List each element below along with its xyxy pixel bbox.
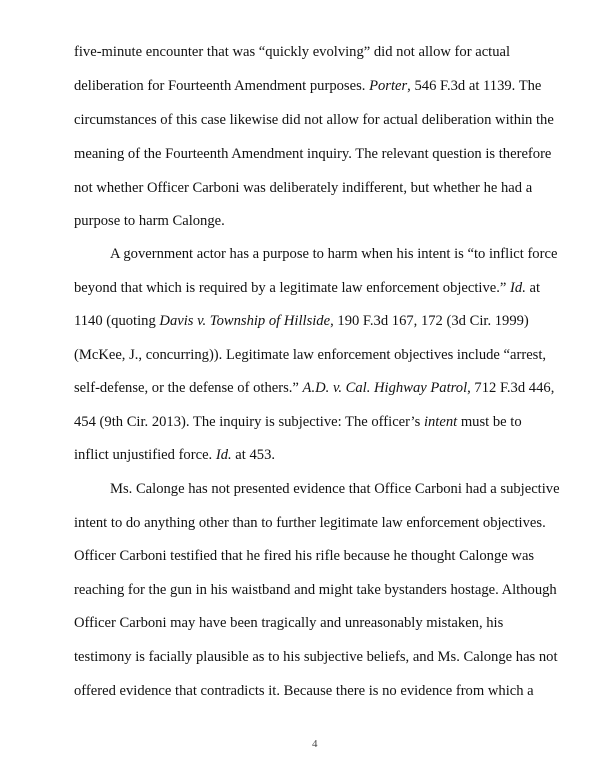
text-run: meaning of the Fourteenth Amendment inquiry. The relevant question is therefore [74,146,552,162]
italic-citation: intent [423,414,458,430]
text-run: , 712 F.3d 446, [467,380,555,396]
italic-citation: Id. [510,280,526,296]
text-run: five-minute encounter that was “quickly evolving” did not allow for actual [74,44,511,60]
text-run: must be to [457,414,522,430]
text-run: (McKee, J., concurring)). Legitimate law enforcement objectives include “arrest, [74,347,547,363]
italic-citation: A.D. v. Cal. Highway Patrol [302,380,468,396]
text-run: 1140 (quoting [74,313,160,329]
text-run: deliberation for Fourteenth Amendment purposes. [74,78,370,94]
text-run: , 546 F.3d at 1139. The [407,78,542,94]
text-line [74,112,554,128]
text-line [74,313,529,329]
text-run: not whether Officer Carboni was deliberately indifferent, but whether he had a [74,180,533,196]
text-run: testimony is facially plausible as to his subjective beliefs, and Ms. Calonge has not [74,649,558,665]
text-line [74,683,534,699]
text-run: Ms. Calonge has not presented evidence that Office Carboni had a subjective [110,481,560,497]
text-line [74,414,522,430]
text-line [74,515,546,531]
text-line [74,447,275,463]
text-line [74,615,503,631]
text-line [74,649,558,665]
text-line [74,213,225,229]
text-run: intent to do anything other than to further legitimate law enforcement objectives. [74,515,546,531]
text-line [74,146,551,162]
text-line [74,347,546,363]
text-line [74,280,540,296]
text-run: , 190 F.3d 167, 172 (3d Cir. 1999) [330,313,529,329]
text-run: at 453. [231,447,276,463]
text-line [74,44,510,60]
text-run: inflict unjustified force. [74,447,216,463]
text-run: at [525,280,541,296]
text-line [110,481,560,497]
text-line [74,380,554,396]
italic-citation: Porter [369,78,408,94]
text-run: Officer Carboni may have been tragically and unreasonably mistaken, his [74,615,504,631]
text-run: A government actor has a purpose to harm when his intent is “to inflict force [110,246,558,262]
text-run: 454 (9th Cir. 2013). The inquiry is subjective: The officer’s [74,414,424,430]
text-run: purpose to harm Calonge. [74,213,225,229]
text-run: offered evidence that contradicts it. Because there is no evidence from which a [74,683,534,699]
text-line [74,78,541,94]
text-run: circumstances of this case likewise did not allow for actual deliberation within the [74,112,554,128]
text-run: reaching for the gun in his waistband and might take bystanders hostage. Although [74,582,557,598]
text-line [74,548,534,564]
text-line [110,246,557,262]
text-line [74,582,557,598]
text-run: self-defense, or the defense of others.” [74,380,303,396]
italic-citation: Davis v. Township of Hillside [159,313,331,329]
text-line [74,180,532,196]
page-number: 4 [312,738,318,750]
text-run: beyond that which is required by a legitimate law enforcement objective.” [74,280,511,296]
italic-citation: Id. [215,447,232,463]
text-run: Officer Carboni testified that he fired his rifle because he thought Calonge was [74,548,535,564]
